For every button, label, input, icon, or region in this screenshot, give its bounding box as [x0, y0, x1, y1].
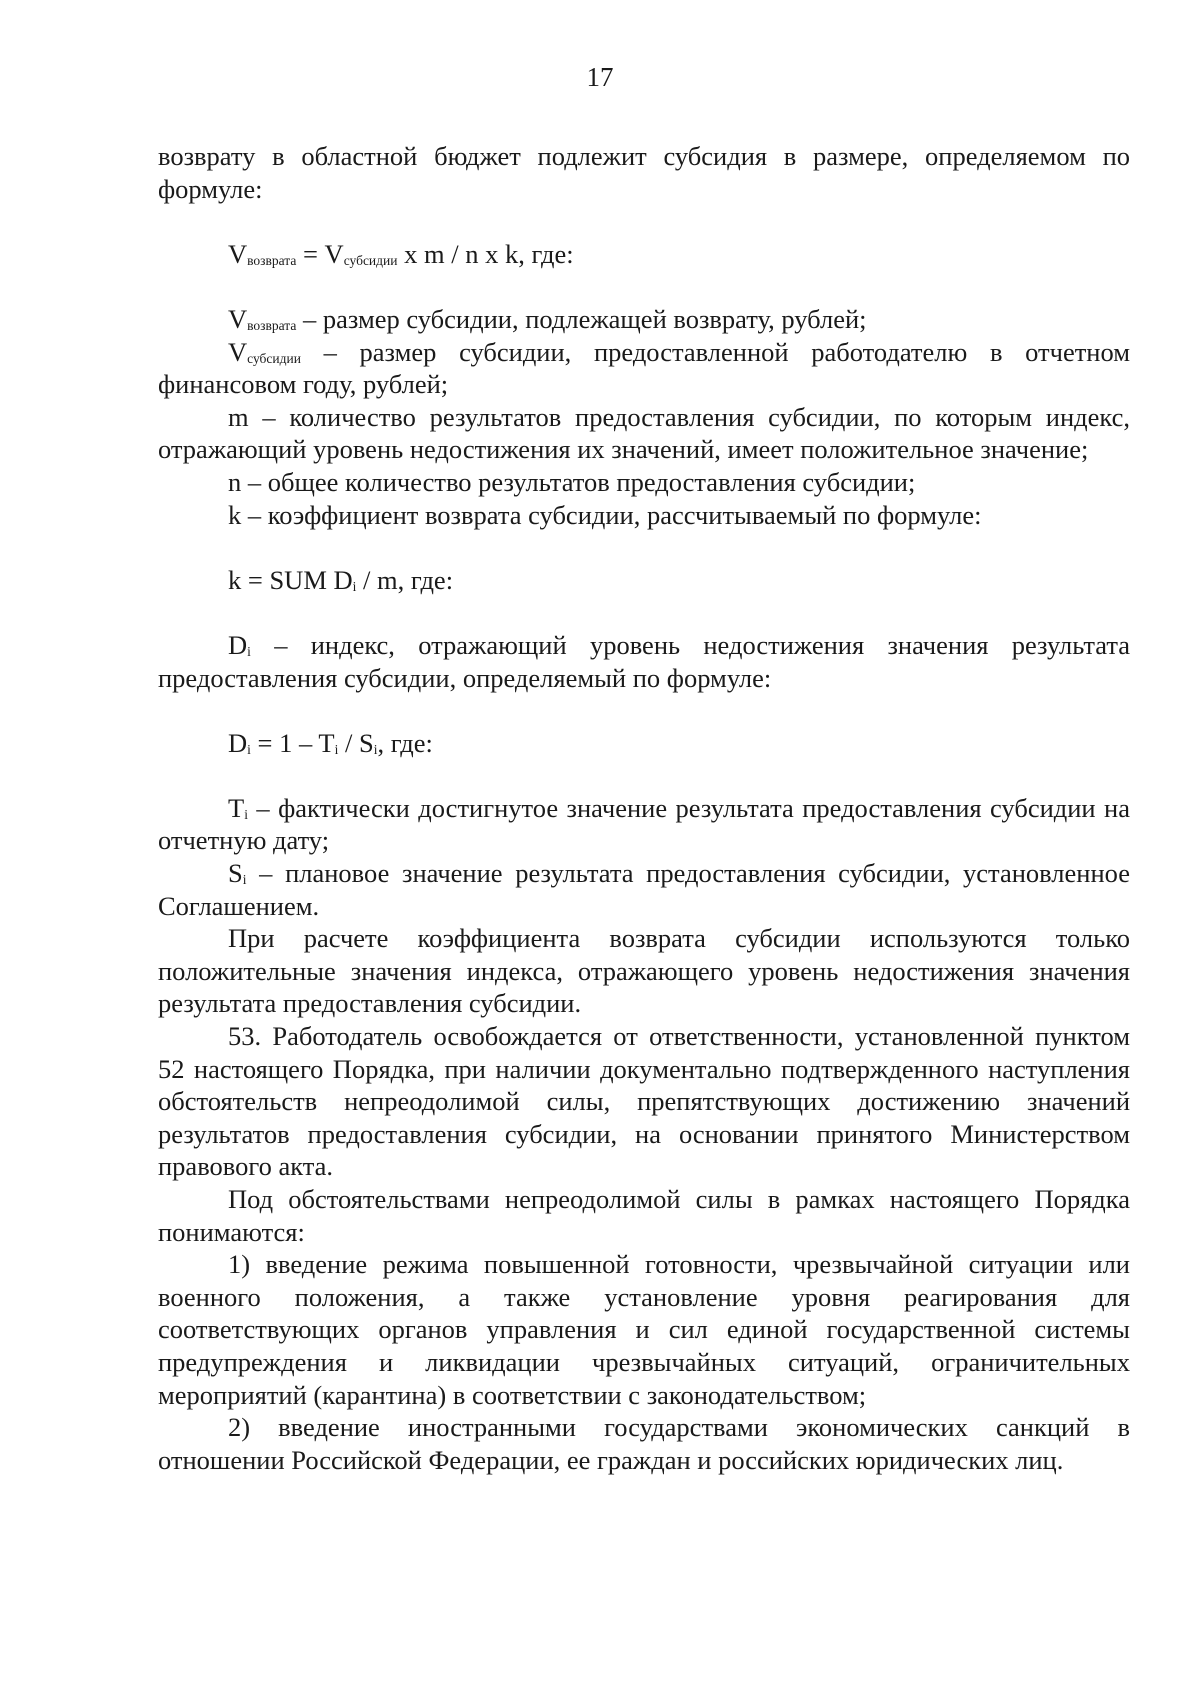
- definition-text: – размер субсидии, подлежащей возврату, рублей;: [296, 303, 867, 334]
- formula-var: V: [228, 238, 248, 269]
- definition-k: k – коэффициент возврата субсидии, рассчитываемый по формуле:: [228, 499, 982, 530]
- spacer: [158, 694, 1130, 727]
- definition-subscript: возврата: [247, 317, 297, 333]
- definition-subscript: i: [247, 643, 251, 659]
- spacer: [158, 205, 1130, 238]
- list-item-1: 1) введение режима повышенной готовности, чрезвычайной ситуации или военного положения, а также установление уровня реагирования для соответствующих органов управления и сил единой государственной системы предупреждения и ликвидации чрезвычайных ситуаций, ограничительных мероприятий (карантина) в соответствии с законодательством;: [158, 1249, 1130, 1410]
- definition-var: S: [228, 858, 243, 889]
- definition-di: [158, 629, 1130, 694]
- formula-subscript: субсидии: [343, 252, 398, 268]
- definition-subscript: i: [242, 872, 247, 888]
- definition-m: m – количество результатов предоставления субсидии, по которым индекс, отражающий уровень недостижения их значений, имеет положительное значение;: [158, 401, 1130, 465]
- definition-var: V: [228, 336, 248, 367]
- paragraph-53: 53. Работодатель освобождается от ответственности, установленной пунктом 52 настоящего Порядка, при наличии документально подтвержденного наступления обстоятельств непреодолимой силы, препятствующих достижению значений результатов предоставления субсидии, на основании принятого Министерством правового акта.: [158, 1021, 1130, 1182]
- paragraph-intro: возврату в областной бюджет подлежит субсидия в размере, определяемом по формуле:: [158, 141, 1130, 204]
- formula-subscript: i: [373, 741, 378, 757]
- paragraph-calculation: При расчете коэффициента возврата субсидии используются только положительные значения индекса, отражающего уровень недостижения значения результата предоставления субсидии.: [158, 923, 1130, 1019]
- definition-subscript: i: [244, 806, 248, 822]
- formula-part: k = SUM D: [228, 564, 353, 595]
- page-number: 17: [586, 62, 614, 92]
- definition-v-subsidy: [158, 336, 1130, 401]
- definition-var: T: [228, 792, 245, 823]
- formula-var: V: [324, 238, 344, 269]
- paragraph-force-majeure: Под обстоятельствами непреодолимой силы в рамках настоящего Порядка понимаются:: [158, 1184, 1130, 1247]
- definition-text: – плановое значение результата предоставления субсидии, установленное Соглашением.: [158, 858, 1130, 921]
- formula-part: = 1 – T: [250, 727, 335, 758]
- definition-v-return: [158, 303, 1130, 336]
- formula-subscript: i: [334, 741, 339, 757]
- list-item-2: 2) введение иностранными государствами экономических санкций в отношении Российской Федерации, ее граждан и российских юридических лиц.: [158, 1412, 1130, 1475]
- formula-v-return: [158, 238, 1130, 271]
- formula-eq: =: [296, 238, 325, 269]
- formula-di: [158, 727, 1130, 760]
- formula-part: / m, где:: [356, 564, 454, 595]
- formula-part: / S: [338, 727, 374, 758]
- formula-part: D: [228, 727, 248, 758]
- definition-var: V: [228, 303, 248, 334]
- formula-part: , где:: [377, 727, 433, 758]
- formula-subscript: i: [247, 741, 251, 757]
- definition-n: n – общее количество результатов предоставления субсидии;: [228, 466, 916, 497]
- formula-rest: x m / n x k, где:: [397, 238, 574, 269]
- formula-subscript: возврата: [247, 252, 297, 268]
- spacer: [158, 270, 1130, 303]
- formula-k: [158, 564, 1130, 597]
- definition-text: – индекс, отражающий уровень недостижения значения результата предоставления субсидии, определяемый по формуле:: [158, 629, 1130, 693]
- spacer: [158, 596, 1130, 629]
- definition-si: [158, 857, 1130, 922]
- definition-ti: [158, 792, 1130, 857]
- spacer: [158, 531, 1130, 564]
- formula-subscript: i: [352, 578, 357, 594]
- definition-subscript: субсидии: [247, 350, 301, 366]
- definition-var: D: [228, 629, 248, 660]
- definition-text: – размер субсидии, предоставленной работодателю в отчетном финансовом году, рублей;: [158, 336, 1130, 400]
- document-body: [158, 140, 1130, 1476]
- definition-text: – фактически достигнутое значение результата предоставления субсидии на отчетную дату;: [158, 792, 1130, 856]
- spacer: [158, 759, 1130, 792]
